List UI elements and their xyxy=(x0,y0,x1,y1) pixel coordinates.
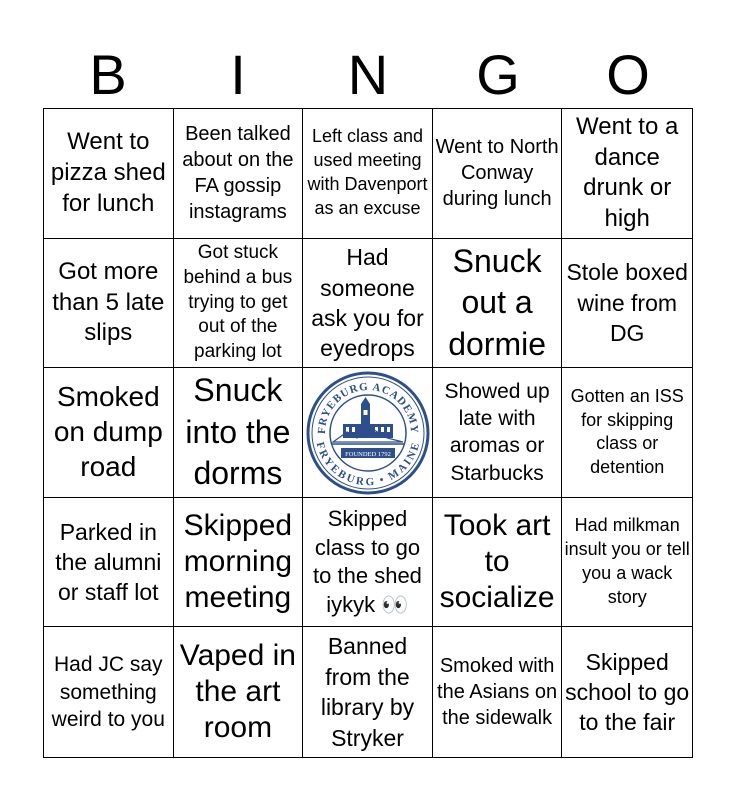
bingo-cell[interactable] xyxy=(433,498,563,628)
bingo-cell[interactable] xyxy=(174,368,304,498)
seal-founded-text: FOUNDED 1792 xyxy=(344,450,391,458)
header-letter-o: O xyxy=(606,43,650,106)
bingo-cell[interactable] xyxy=(44,498,174,628)
cell-text: Showed up late with aromas or Starbucks xyxy=(444,379,550,485)
free-space[interactable] xyxy=(303,368,433,498)
header-letter-i: I xyxy=(230,43,246,106)
cell-text: Took art to socialize xyxy=(439,509,555,615)
bingo-cell[interactable] xyxy=(433,109,563,239)
bingo-cell[interactable] xyxy=(433,239,563,369)
cell-text: Got stuck behind a bus trying to get out of the parking lot xyxy=(183,242,293,362)
cell-text: Skipped school to go to the fair xyxy=(565,648,690,736)
bingo-cell[interactable] xyxy=(562,498,692,628)
cell-text: Had someone ask you for eyedrops xyxy=(311,244,424,362)
bingo-cell[interactable] xyxy=(562,368,692,498)
bingo-board xyxy=(43,108,693,758)
header-letter-b: B xyxy=(89,43,127,106)
cell-text: Got more than 5 late slips xyxy=(52,257,165,347)
cell-text: Parked in the alumni or staff lot xyxy=(55,518,162,606)
bingo-cell[interactable] xyxy=(303,498,433,628)
bingo-cell[interactable] xyxy=(44,368,174,498)
cell-text: Skipped morning meeting xyxy=(183,509,293,615)
bingo-cell[interactable] xyxy=(303,239,433,369)
bingo-cell[interactable] xyxy=(562,109,692,239)
bingo-cell[interactable] xyxy=(562,239,692,369)
bingo-cell[interactable] xyxy=(303,627,433,757)
header-letter-g: G xyxy=(476,43,520,106)
cell-text: Banned from the library by Stryker xyxy=(320,633,415,751)
school-seal-icon xyxy=(305,370,431,496)
cell-text: Stole boxed wine from DG xyxy=(566,259,688,347)
seal-bottom-text: FRYEBURG • MAINE xyxy=(313,440,422,488)
cell-text: Been talked about on the FA gossip instagrams xyxy=(182,123,294,224)
bingo-cell[interactable] xyxy=(44,627,174,757)
fryeburg-academy-seal xyxy=(305,370,431,496)
bingo-header xyxy=(43,42,693,108)
bingo-cell[interactable] xyxy=(174,498,304,628)
cell-text: Went to North Conway during lunch xyxy=(435,136,559,211)
bingo-cell[interactable] xyxy=(562,627,692,757)
bingo-cell[interactable] xyxy=(174,239,304,369)
cell-text: Snuck into the dorms xyxy=(185,372,291,492)
cell-text: Skipped class to go to the shed iykyk 👀 xyxy=(313,505,422,617)
cell-text: Gotten an ISS for skipping class or detention xyxy=(570,385,684,478)
cell-text: Went to a dance drunk or high xyxy=(576,112,679,233)
seal-top-text: FRYEBURG ACADEMY xyxy=(315,380,420,434)
cell-text: Smoked with the Asians on the sidewalk xyxy=(437,655,558,730)
bingo-cell[interactable] xyxy=(174,627,304,757)
cell-text: Had milkman insult you or tell you a wack story xyxy=(564,515,690,608)
bingo-cell[interactable] xyxy=(44,109,174,239)
cell-text: Left class and used meeting with Davenport as an excuse xyxy=(307,126,428,219)
bingo-cell[interactable] xyxy=(44,239,174,369)
bingo-cell[interactable] xyxy=(433,368,563,498)
bingo-cell[interactable] xyxy=(303,109,433,239)
cell-text: Went to pizza shed for lunch xyxy=(50,128,166,217)
bingo-cell[interactable] xyxy=(174,109,304,239)
cell-text: Vaped in the art room xyxy=(179,639,296,745)
cell-text: Smoked on dump road xyxy=(53,381,163,482)
header-letter-n: N xyxy=(347,43,389,106)
bingo-cell[interactable] xyxy=(433,627,563,757)
cell-text: Had JC say something weird to you xyxy=(51,653,165,731)
cell-text: Snuck out a dormie xyxy=(448,242,546,362)
